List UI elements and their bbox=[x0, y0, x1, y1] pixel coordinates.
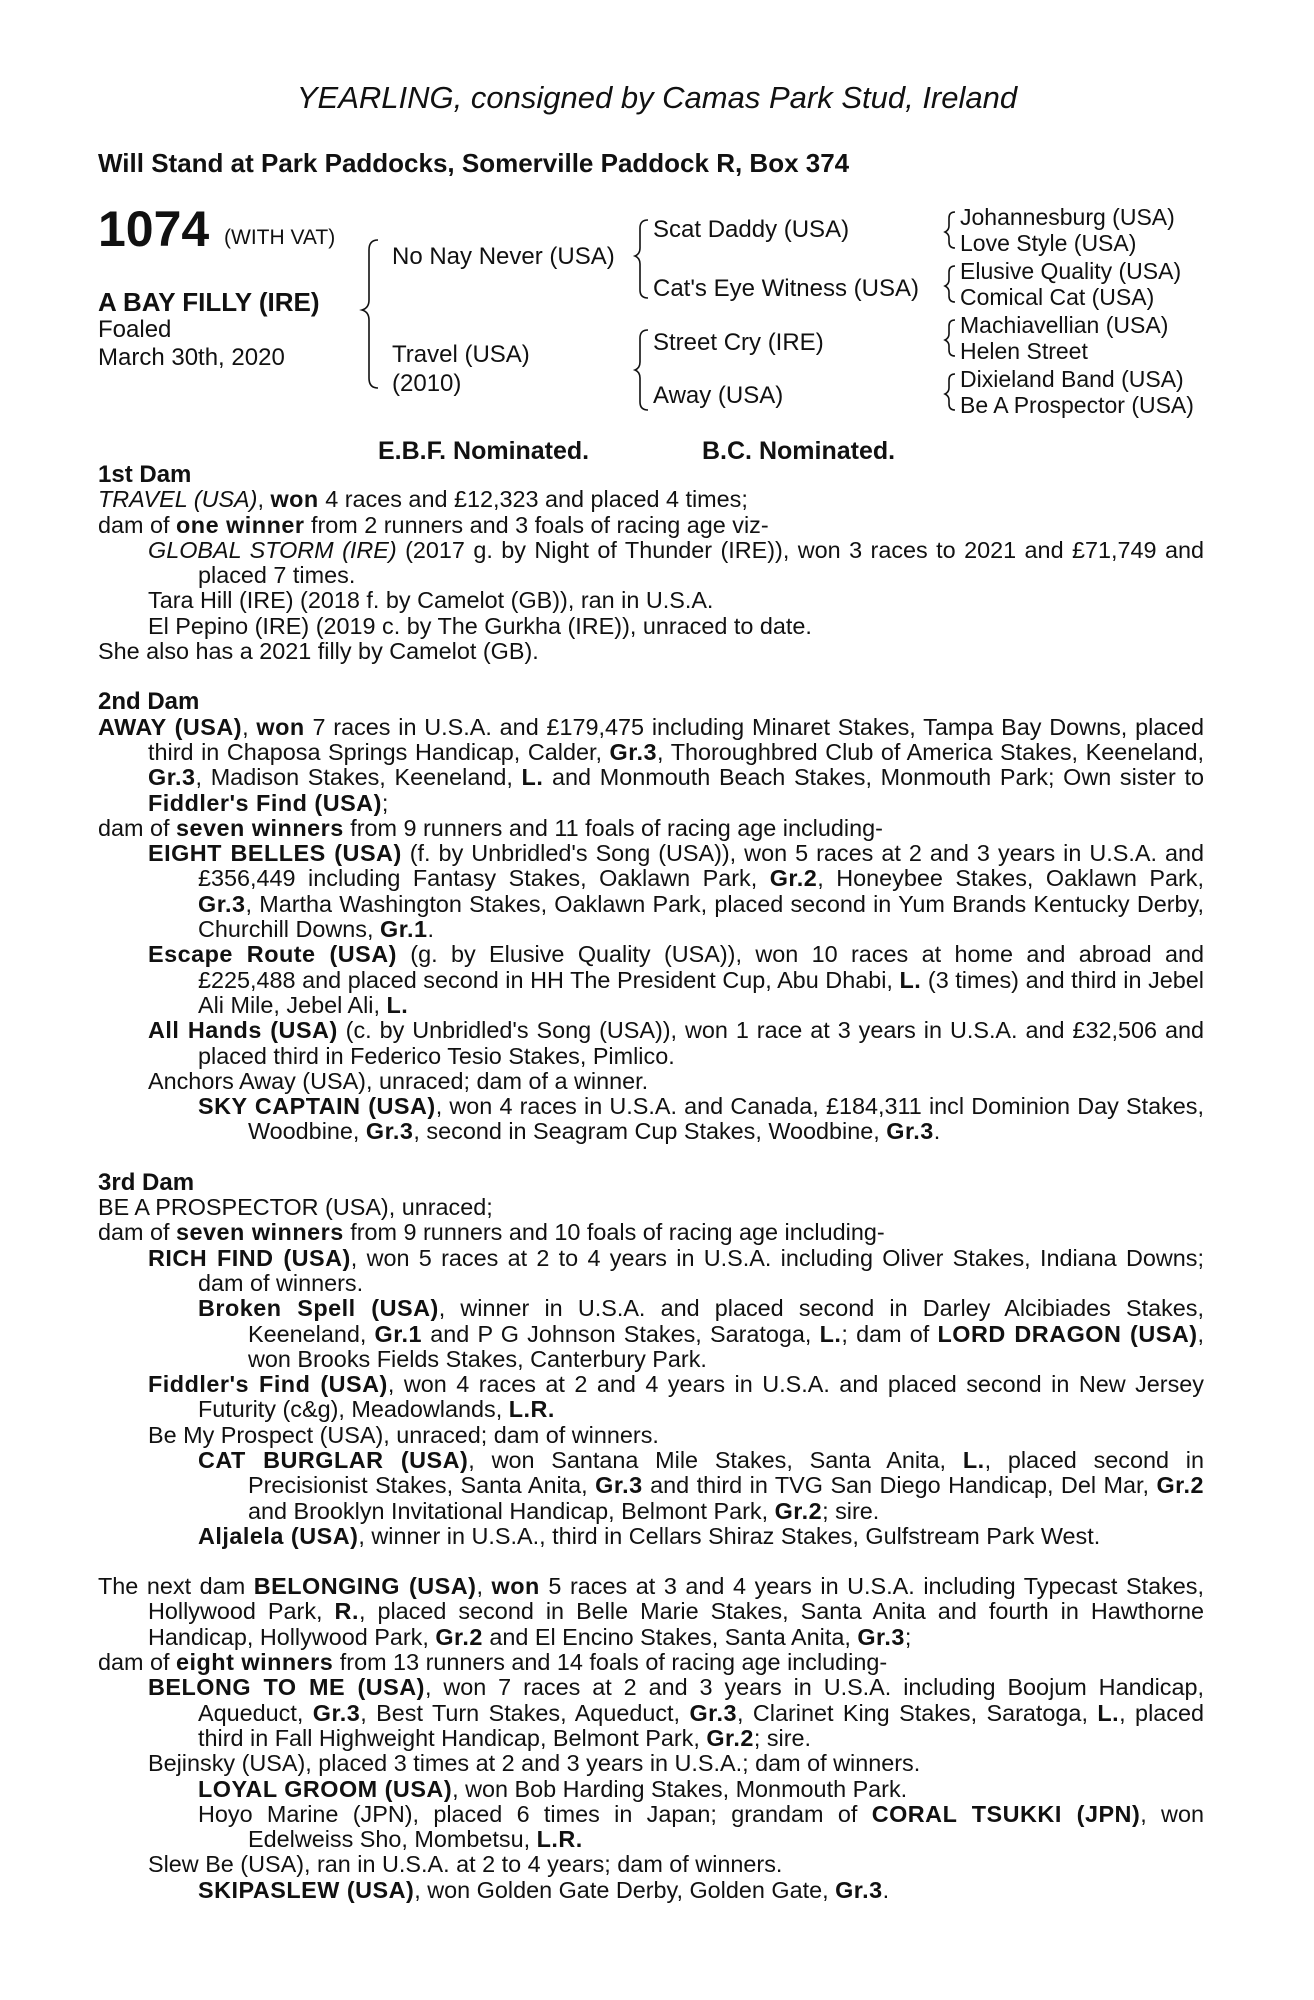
bold-text: LOYAL GROOM (USA) bbox=[198, 1775, 453, 1802]
bold-text: CAT BURGLAR (USA) bbox=[198, 1446, 469, 1473]
record-paragraph bbox=[98, 588, 1204, 613]
pedigree-gen4-1: Johannesburg (USA) bbox=[960, 204, 1175, 230]
lot-number: 1074 bbox=[98, 201, 210, 257]
pedigree-gen4-3: Elusive Quality (USA) bbox=[960, 258, 1182, 284]
text-run: , Madison Stakes, Keeneland, bbox=[195, 764, 522, 791]
brace-g4-3 bbox=[945, 320, 955, 356]
text-run: from 9 runners and 11 foals of racing age including- bbox=[343, 814, 883, 841]
text-run: , Clarinet King Stakes, Saratoga, bbox=[736, 1699, 1098, 1726]
text-run: and P G Johnson Stakes, Saratoga, bbox=[422, 1320, 820, 1347]
bold-text: won bbox=[270, 486, 319, 513]
record-paragraph bbox=[98, 1246, 1204, 1297]
bold-text: Gr.3 bbox=[857, 1623, 905, 1650]
bold-text: one winner bbox=[176, 511, 305, 538]
bold-text: L. bbox=[819, 1320, 842, 1347]
text-run: and Monmouth Beach Stakes, Monmouth Park; Own sister to bbox=[543, 764, 1204, 791]
bold-text: seven winners bbox=[176, 1219, 344, 1246]
bold-text: BELONG TO ME (USA) bbox=[148, 1674, 425, 1701]
text-run: (2017 g. by Night of Thunder (IRE)), won 3 races to 2021 and £71,749 and placed 7 times. bbox=[198, 536, 1204, 589]
bold-text: Gr.1 bbox=[374, 1320, 423, 1347]
text-run: , placed third in Fall Highweight Handicap, Belmont Park, bbox=[198, 1699, 1204, 1751]
bold-text: L. bbox=[899, 966, 922, 993]
italic-text: GLOBAL STORM (IRE) bbox=[148, 536, 397, 563]
bold-text: Gr.3 bbox=[148, 764, 196, 791]
text-run: , second in Seagram Cup Stakes, Woodbine, bbox=[413, 1118, 887, 1145]
bold-text: AWAY (USA) bbox=[98, 713, 243, 740]
record-paragraph bbox=[98, 1372, 1204, 1423]
brace-main bbox=[362, 240, 378, 388]
pedigree-dam-year: (2010) bbox=[392, 370, 462, 397]
bold-text: Gr.3 bbox=[886, 1118, 934, 1145]
lot-description: A BAY FILLY (IRE) bbox=[98, 287, 320, 317]
brace-dam bbox=[635, 330, 648, 410]
text-run: BE A PROSPECTOR (USA), unraced; bbox=[98, 1194, 493, 1221]
record-paragraph bbox=[98, 614, 1204, 639]
text-run: ; sire. bbox=[753, 1724, 812, 1751]
pedigree-gen4-4: Comical Cat (USA) bbox=[960, 284, 1155, 310]
record-paragraph bbox=[98, 639, 1204, 664]
bold-text: Gr.2 bbox=[774, 1497, 823, 1524]
text-run: dam of bbox=[98, 814, 177, 841]
record-paragraph bbox=[98, 1094, 1204, 1145]
text-run: , winner in U.S.A., third in Cellars Shiraz Stakes, Gulfstream Park West. bbox=[358, 1522, 1101, 1549]
record-paragraph bbox=[98, 1448, 1204, 1524]
text-run: (c. by Unbridled's Song (USA)), won 1 race at 3 years in U.S.A. and £32,506 and placed third in Federico Tesio Stakes, Pimlico. bbox=[198, 1017, 1204, 1069]
bold-text: EIGHT BELLES (USA) bbox=[148, 840, 402, 867]
text-run: , won Bob Harding Stakes, Monmouth Park. bbox=[452, 1775, 908, 1802]
record-paragraph bbox=[98, 1777, 1204, 1802]
pedigree-gen4-5: Machiavellian (USA) bbox=[960, 312, 1169, 338]
pedigree-dam-dam: Away (USA) bbox=[653, 382, 784, 409]
bold-text: L.R. bbox=[508, 1396, 555, 1423]
text-run: , won 7 races at 2 and 3 years in U.S.A. including Boojum Handicap, Aqueduct, bbox=[198, 1674, 1205, 1726]
spacer bbox=[98, 1549, 1204, 1574]
bold-text: seven winners bbox=[176, 814, 344, 841]
text-run: ; bbox=[381, 789, 389, 816]
pedigree-sire-dam: Cat's Eye Witness (USA) bbox=[653, 275, 919, 302]
text-run: dam of bbox=[98, 511, 177, 538]
bold-text: SKY CAPTAIN (USA) bbox=[198, 1093, 436, 1120]
record-paragraph bbox=[98, 1296, 1204, 1372]
record-paragraph bbox=[98, 1675, 1204, 1751]
text-run: from 2 runners and 3 foals of racing age viz- bbox=[304, 511, 769, 538]
bold-text: SKIPASLEW (USA) bbox=[198, 1876, 415, 1903]
text-run: . bbox=[882, 1876, 890, 1903]
text-run: ; sire. bbox=[822, 1497, 880, 1524]
spacer bbox=[98, 664, 1204, 689]
text-run: , won 4 races in U.S.A. and Canada, £184,311 incl Dominion Day Stakes, Woodbine, bbox=[248, 1093, 1204, 1145]
text-run: 3rd Dam bbox=[98, 1168, 195, 1196]
text-run: , winner in U.S.A. and placed second in Darley Alcibiades Stakes, Keeneland, bbox=[248, 1295, 1204, 1347]
bold-text: Fiddler's Find (USA) bbox=[148, 789, 382, 816]
vat-note: (WITH VAT) bbox=[224, 226, 336, 249]
record-paragraph bbox=[98, 1852, 1204, 1877]
pedigree-gen4-2: Love Style (USA) bbox=[960, 230, 1137, 256]
text-run: Bejinsky (USA), placed 3 times at 2 and 3 years in U.S.A.; dam of winners. bbox=[148, 1750, 921, 1777]
section-heading bbox=[98, 1170, 1204, 1195]
foaled-label: Foaled bbox=[98, 316, 172, 343]
text-run: , won Santana Mile Stakes, Santa Anita, bbox=[468, 1446, 963, 1473]
bc-nomination: B.C. Nominated. bbox=[702, 437, 896, 465]
bold-text: All Hands (USA) bbox=[148, 1017, 338, 1044]
text-run: , won Edelweiss Sho, Mombetsu, bbox=[248, 1800, 1204, 1853]
bold-text: Gr.1 bbox=[380, 916, 428, 943]
bold-text: R. bbox=[334, 1598, 359, 1625]
text-run: dam of bbox=[98, 1649, 177, 1676]
text-run: , Best Turn Stakes, Aqueduct, bbox=[360, 1699, 690, 1726]
page-title: YEARLING, consigned by Camas Park Stud, Ireland bbox=[296, 80, 1018, 115]
brace-sire bbox=[635, 220, 648, 298]
record-paragraph bbox=[98, 1802, 1204, 1853]
text-run: , placed second in Belle Marie Stakes, Santa Anita and fourth in Hawthorne Handicap, Hollywood Park, bbox=[148, 1598, 1205, 1650]
bold-text: won bbox=[256, 713, 305, 740]
bold-text: Gr.2 bbox=[1156, 1472, 1204, 1499]
text-run: 5 races at 3 and 4 years in U.S.A. including Typecast Stakes, Hollywood Park, bbox=[148, 1573, 1204, 1625]
text-run: Hoyo Marine (JPN), placed 6 times in Japan; grandam of bbox=[198, 1800, 872, 1827]
bold-text: BELONGING (USA) bbox=[253, 1573, 477, 1600]
record-paragraph bbox=[98, 513, 1204, 538]
produce-record bbox=[98, 462, 1204, 1903]
bold-text: Gr.3 bbox=[609, 738, 658, 765]
spacer bbox=[98, 1145, 1204, 1170]
text-run: The next dam bbox=[98, 1573, 254, 1600]
record-paragraph bbox=[98, 715, 1204, 816]
pedigree-gen4-7: Dixieland Band (USA) bbox=[960, 366, 1184, 392]
text-run: from 9 runners and 10 foals of racing age including- bbox=[343, 1219, 885, 1246]
foaled-date: March 30th, 2020 bbox=[98, 344, 285, 371]
text-run: , bbox=[242, 713, 257, 740]
italic-text: TRAVEL (USA) bbox=[98, 486, 258, 513]
bold-text: Escape Route (USA) bbox=[148, 941, 397, 968]
section-heading bbox=[98, 462, 1204, 487]
section-heading bbox=[98, 689, 1204, 714]
bold-text: Gr.3 bbox=[835, 1876, 883, 1903]
text-run: , Thoroughbred Club of America Stakes, Keeneland, bbox=[657, 738, 1204, 765]
text-run: , won 5 races at 2 to 4 years in U.S.A. including Oliver Stakes, Indiana Downs; dam of winners. bbox=[198, 1244, 1204, 1296]
text-run: ; bbox=[904, 1623, 912, 1650]
text-run: , won Golden Gate Derby, Golden Gate, bbox=[414, 1876, 836, 1903]
text-run: Be My Prospect (USA), unraced; dam of winners. bbox=[148, 1421, 659, 1448]
text-run: , bbox=[476, 1573, 492, 1600]
brace-g4-1 bbox=[945, 212, 955, 248]
text-run: , won Brooks Fields Stakes, Canterbury Park. bbox=[248, 1320, 1205, 1372]
bold-text: Gr.3 bbox=[312, 1699, 361, 1726]
text-run: Slew Be (USA), ran in U.S.A. at 2 to 4 years; dam of winners. bbox=[148, 1851, 783, 1878]
text-run: Anchors Away (USA), unraced; dam of a winner. bbox=[148, 1067, 649, 1094]
bold-text: RICH FIND (USA) bbox=[148, 1244, 351, 1271]
record-paragraph bbox=[98, 841, 1204, 942]
bold-text: Gr.3 bbox=[689, 1699, 737, 1726]
pedigree-sire-sire: Scat Daddy (USA) bbox=[653, 216, 850, 243]
text-run: (f. by Unbridled's Song (USA)), won 5 races at 2 and 3 years in U.S.A. and £356,449 including Fantasy Stakes, Oaklawn Park, bbox=[198, 840, 1204, 892]
text-run: (g. by Elusive Quality (USA)), won 10 races at home and abroad and £225,488 and placed second in HH The President Cup, Abu Dhabi, bbox=[198, 941, 1204, 993]
text-run: El Pepino (IRE) (2019 c. by The Gurkha (IRE)), unraced to date. bbox=[148, 612, 812, 639]
record-paragraph bbox=[98, 538, 1204, 589]
bold-text: Aljalela (USA) bbox=[198, 1522, 359, 1549]
text-run: Tara Hill (IRE) (2018 f. by Camelot (GB)), ran in U.S.A. bbox=[148, 587, 714, 614]
text-run: , Honeybee Stakes, Oaklawn Park, bbox=[817, 865, 1204, 892]
text-run: and Brooklyn Invitational Handicap, Belmont Park, bbox=[248, 1497, 775, 1524]
record-paragraph bbox=[98, 1018, 1204, 1069]
text-run: She also has a 2021 filly by Camelot (GB). bbox=[98, 638, 539, 665]
record-paragraph bbox=[98, 1220, 1204, 1245]
text-run: (3 times) and third in Jebel Ali Mile, Jebel Ali, bbox=[198, 966, 1204, 1018]
text-run: dam of bbox=[98, 1219, 177, 1246]
bold-text: Gr.2 bbox=[435, 1623, 483, 1650]
bold-text: Gr.2 bbox=[769, 865, 818, 892]
text-run: 2nd Dam bbox=[98, 688, 200, 716]
bold-text: Broken Spell (USA) bbox=[198, 1295, 439, 1322]
pedigree-dam: Travel (USA) bbox=[392, 341, 530, 368]
text-run: . bbox=[933, 1118, 941, 1145]
record-paragraph bbox=[98, 1195, 1204, 1220]
text-run: and third in TVG San Diego Handicap, Del Mar, bbox=[642, 1472, 1157, 1499]
bold-text: eight winners bbox=[176, 1649, 334, 1676]
bold-text: Gr.3 bbox=[595, 1472, 643, 1499]
text-run: . bbox=[427, 916, 435, 943]
ebf-nomination: E.B.F. Nominated. bbox=[378, 437, 590, 465]
text-run: , won 4 races at 2 and 4 years in U.S.A. and placed second in New Jersey Futurity (c&g), Meadowlands, bbox=[198, 1371, 1204, 1423]
pedigree-sire: No Nay Never (USA) bbox=[392, 243, 615, 270]
text-run: 7 races in U.S.A. and £179,475 including Minaret Stakes, Tampa Bay Downs, placed third in Chaposa Springs Handicap, Calder, bbox=[148, 713, 1204, 765]
bold-text: Gr.2 bbox=[706, 1724, 754, 1751]
stand-location: Will Stand at Park Paddocks, Somerville Paddock R, Box 374 bbox=[98, 148, 850, 178]
bold-text: L. bbox=[386, 991, 409, 1018]
record-paragraph bbox=[98, 1069, 1204, 1094]
bold-text: L. bbox=[521, 764, 544, 791]
bold-text: L.R. bbox=[536, 1826, 583, 1853]
text-run: , placed second in Precisionist Stakes, Santa Anita, bbox=[248, 1446, 1204, 1499]
text-run: ; dam of bbox=[841, 1320, 938, 1347]
brace-g4-2 bbox=[945, 266, 955, 302]
bold-text: Fiddler's Find (USA) bbox=[148, 1371, 388, 1398]
pedigree-dam-sire: Street Cry (IRE) bbox=[653, 329, 824, 356]
text-run: 1st Dam bbox=[98, 461, 192, 488]
bold-text: L. bbox=[1097, 1699, 1120, 1726]
record-paragraph bbox=[98, 1878, 1204, 1903]
bold-text: LORD DRAGON (USA) bbox=[937, 1320, 1198, 1347]
text-run: from 13 runners and 14 foals of racing age including- bbox=[333, 1649, 888, 1676]
bold-text: won bbox=[491, 1573, 540, 1600]
text-run: and El Encino Stakes, Santa Anita, bbox=[482, 1623, 858, 1650]
bold-text: CORAL TSUKKI (JPN) bbox=[871, 1800, 1141, 1827]
text-run: , Martha Washington Stakes, Oaklawn Park, placed second in Yum Brands Kentucky Derby, Churchill Downs, bbox=[198, 890, 1204, 943]
record-paragraph bbox=[98, 816, 1204, 841]
record-paragraph bbox=[98, 487, 1204, 512]
pedigree-gen4-6: Helen Street bbox=[960, 338, 1088, 364]
record-paragraph bbox=[98, 942, 1204, 1018]
record-paragraph bbox=[98, 1751, 1204, 1776]
record-paragraph bbox=[98, 1574, 1204, 1650]
text-run: , bbox=[257, 486, 271, 513]
bold-text: Gr.3 bbox=[198, 890, 246, 917]
bold-text: Gr.3 bbox=[365, 1118, 414, 1145]
record-paragraph bbox=[98, 1524, 1204, 1549]
brace-g4-4 bbox=[945, 374, 955, 410]
pedigree-gen4-8: Be A Prospector (USA) bbox=[960, 392, 1194, 418]
text-run: 4 races and £12,323 and placed 4 times; bbox=[318, 486, 748, 513]
record-paragraph bbox=[98, 1423, 1204, 1448]
record-paragraph bbox=[98, 1650, 1204, 1675]
bold-text: L. bbox=[962, 1446, 985, 1473]
